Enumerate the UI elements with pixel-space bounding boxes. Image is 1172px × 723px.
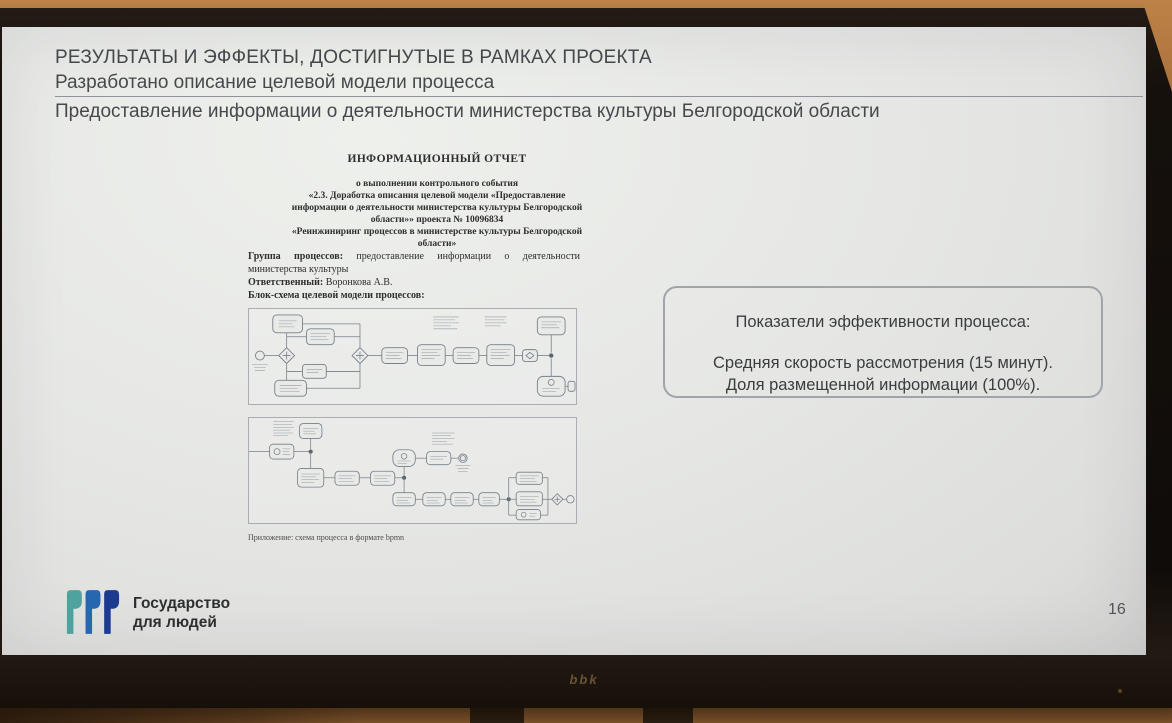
- tv-brand-logo: bbk: [569, 672, 599, 687]
- header-divider: [55, 96, 1143, 97]
- report-document: [238, 153, 636, 542]
- attachment-note: Приложение: схема процесса в формате bpmn: [248, 532, 405, 542]
- process-group-row: [248, 250, 580, 276]
- bpmn-diagram-2: [248, 417, 577, 524]
- tv-screen: [2, 27, 1146, 655]
- page-number: 16: [1108, 601, 1126, 618]
- responsible-value: Воронкова А.В.: [325, 277, 393, 288]
- logo-figure-navy: [104, 590, 119, 634]
- process-group-value: предоставление информации о деятельности министерства культуры: [248, 251, 581, 275]
- responsible-row: [248, 276, 580, 289]
- report-subtitle-line: области»» проекта № 10096834: [370, 215, 504, 225]
- bpmn-diagram-1: [248, 308, 577, 405]
- responsible-label: Ответственный:: [248, 277, 324, 288]
- logo-figure-teal: [67, 590, 82, 634]
- kpi-title: Показатели эффективности процесса:: [735, 313, 1031, 331]
- kpi-box: [663, 286, 1103, 398]
- report-subtitle-line: «Реинжиниринг процессов в министерстве культуры Белгородской: [291, 227, 583, 237]
- report-subtitle-line: области»: [417, 239, 457, 249]
- report-subtitle-line: «2.3. Доработка описания целевой модели «Предоставление: [308, 191, 566, 201]
- kpi-metric-2: Доля размещенной информации (100%).: [725, 376, 1041, 394]
- tv-power-led: [1118, 689, 1122, 693]
- presentation-slide: [2, 27, 1146, 655]
- report-subtitle-line: о выполнении контрольного события: [355, 179, 519, 189]
- diagram-heading: Блок-схема целевой модели процессов:: [248, 290, 425, 301]
- logo-text: [133, 589, 230, 632]
- kpi-metric-1: Средняя скорость рассмотрения (15 минут).: [712, 354, 1054, 372]
- slide-header: [55, 47, 1143, 123]
- logo-text-line-1: Государство: [133, 595, 231, 612]
- bpmn-diagram-1-graphic: [249, 309, 576, 404]
- process-group-label: Группа процессов:: [248, 251, 344, 262]
- slide-subtitle-2: Предоставление информации о деятельности министерства культуры Белгородской области: [55, 101, 880, 122]
- report-subtitle: [238, 178, 636, 250]
- state-for-people-logo-icon: [66, 589, 120, 634]
- tv-frame: [0, 8, 1172, 708]
- state-for-people-logo: [66, 589, 230, 634]
- report-subtitle-line: информации о деятельности министерства культуры Белгородской: [291, 203, 583, 213]
- report-title: ИНФОРМАЦИОННЫЙ ОТЧЕТ: [347, 153, 527, 165]
- logo-text-line-2: для людей: [133, 614, 217, 631]
- logo-figure-blue: [86, 590, 101, 634]
- slide-subtitle: Разработано описание целевой модели процесса: [55, 72, 495, 93]
- slide-title: РЕЗУЛЬТАТЫ И ЭФФЕКТЫ, ДОСТИГНУТЫЕ В РАМКАХ ПРОЕКТА: [55, 47, 652, 68]
- bpmn-diagram-2-graphic: [249, 418, 576, 523]
